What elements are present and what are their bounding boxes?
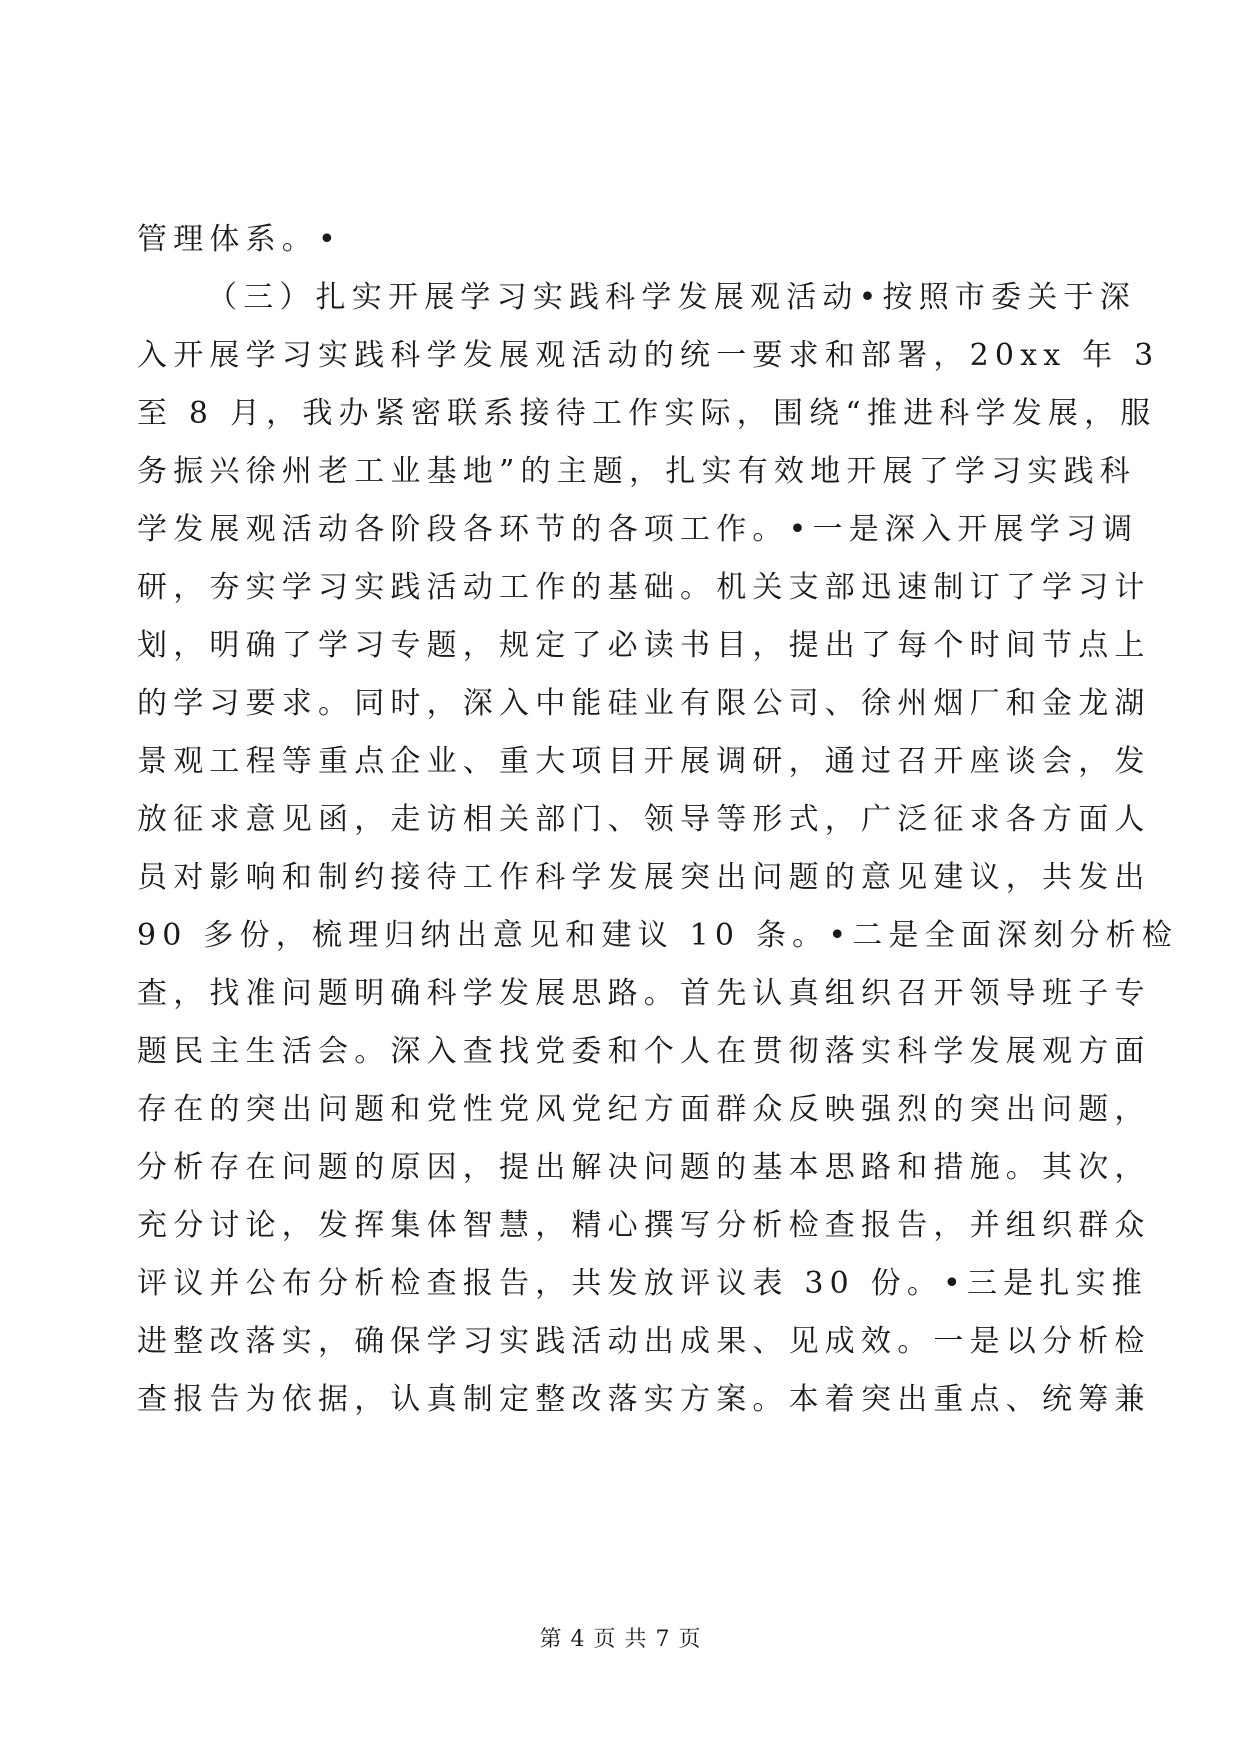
text-line: 务振兴徐州老工业基地”的主题，扎实有效地开展了学习实践科: [137, 454, 1136, 489]
text-line: 评议并公布分析检查报告，共发放评议表 30 份。•三是扎实推: [137, 1266, 1148, 1301]
text-line: 至 8 月，我办紧密联系接待工作实际，围绕“推进科学发展，服: [137, 396, 1157, 431]
text-line: 放征求意见函，走访相关部门、领导等形式，广泛征求各方面人: [137, 802, 1151, 837]
text-line: 学发展观活动各阶段各环节的各项工作。•一是深入开展学习调: [137, 512, 1139, 547]
text-line: 员对影响和制约接待工作科学发展突出问题的意见建议，共发出: [137, 860, 1151, 895]
text-line: 分析存在问题的原因，提出解决问题的基本思路和措施。其次，: [137, 1150, 1151, 1185]
text-line: 划，明确了学习专题，规定了必读书目，提出了每个时间节点上: [137, 628, 1151, 663]
text-line: 90 多份，梳理归纳出意见和建议 10 条。•二是全面深刻分析检: [137, 918, 1179, 953]
text-line: 的学习要求。同时，深入中能硅业有限公司、徐州烟厂和金龙湖: [137, 686, 1151, 721]
text-line: 景观工程等重点企业、重大项目开展调研，通过召开座谈会，发: [137, 744, 1151, 779]
text-line: 查，找准问题明确科学发展思路。首先认真组织召开领导班子专: [137, 976, 1151, 1011]
text-line: 研，夯实学习实践活动工作的基础。机关支部迅速制订了学习计: [137, 570, 1151, 605]
text-line: 进整改落实，确保学习实践活动出成果、见成效。一是以分析检: [137, 1324, 1151, 1359]
text-line: （三）扎实开展学习实践科学发展观活动•按照市委关于深: [207, 280, 1136, 315]
page-footer: 第 4 页 共 7 页: [539, 1627, 702, 1652]
text-line: 管理体系。•: [137, 222, 342, 257]
text-line: 入开展学习实践科学发展观活动的统一要求和部署，20xx 年 3: [137, 338, 1160, 373]
text-line: 题民主生活会。深入查找党委和个人在贯彻落实科学发展观方面: [137, 1034, 1151, 1069]
text-line: 充分讨论，发挥集体智慧，精心撰写分析检查报告，并组织群众: [137, 1208, 1151, 1243]
text-line: 存在的突出问题和党性党风党纪方面群众反映强烈的突出问题，: [137, 1092, 1151, 1127]
text-line: 查报告为依据，认真制定整改落实方案。本着突出重点、统筹兼: [137, 1382, 1151, 1417]
